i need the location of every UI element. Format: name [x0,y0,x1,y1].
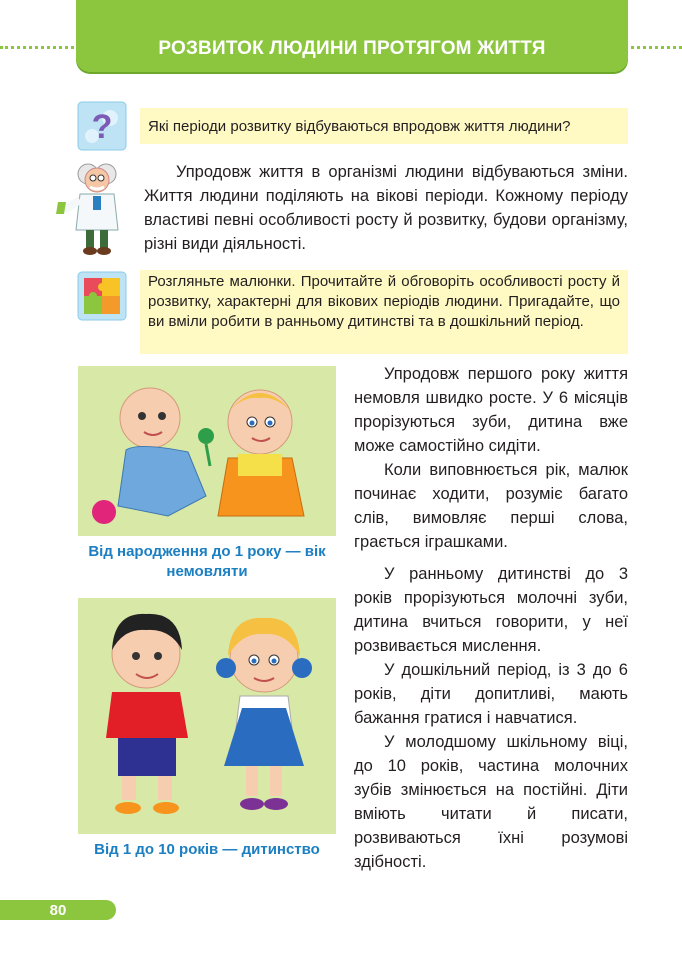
header-band [76,0,628,72]
paragraph-primary-school: У молодшому шкільному віці, до 10 років, частина молочних зубів змінюється на постійні. Діти вміють читати й писати, розвиваються їхні розумові здібності. [354,733,628,871]
paragraph-first-year: Упродовж першого року життя немовля швидко росте. У 6 місяців прорізуються зуби, дитина вже може самостійно сидіти. [354,365,628,455]
page-number: 80 [49,901,67,919]
kids-caption: Від 1 до 10 років — дитинство [94,841,320,858]
page-number-tab [0,900,116,920]
question-text: Які періоди розвитку відбуваються впродовж життя людини? [148,117,571,135]
intro-paragraph: Упродовж життя в організмі людини відбуваються зміни. Життя людини поділяють на вікові періоди. Кожному періоду властиві певні особливості росту й розвитку, будови організму, різні види діяльності. [144,163,628,253]
paragraph-early-childhood: У ранньому дитинстві до 3 років прорізуються молочні зуби, дитина вчиться говорити, у неї розвивається мислення. [354,565,628,655]
body-text-column [354,362,628,874]
header-dots-right [624,46,682,52]
header-dots-left [0,46,80,52]
task-box [140,270,628,354]
question-icon [76,100,128,152]
babies-illustration [78,366,336,536]
task-text: Розгляньте малюнки. Прочитайте й обговоріть особливості росту й розвитку, характерні для вікових періодів людини. Пригадайте, що ви вміли робити в ранньому дитинстві та в дошкільний період. [148,273,620,330]
svg-text:?: ? [91,108,113,146]
page-title: РОЗВИТОК ЛЮДИНИ ПРОТЯГОМ ЖИТТЯ [158,38,546,59]
paragraph-preschool: У дошкільний період, із 3 до 6 років, діти допитливі, мають бажання гратися і навчатися. [354,661,628,727]
babies-caption: Від народження до 1 року — вік немовляти [88,543,326,580]
question-bar [140,108,628,144]
kids-illustration [78,598,336,834]
scientist-icon [50,158,140,258]
puzzle-icon [76,270,128,322]
paragraph-one-year: Коли виповнюється рік, малюк починає ходити, розуміє багато слів, вимовляє перші слова, грається іграшками. [354,461,628,551]
